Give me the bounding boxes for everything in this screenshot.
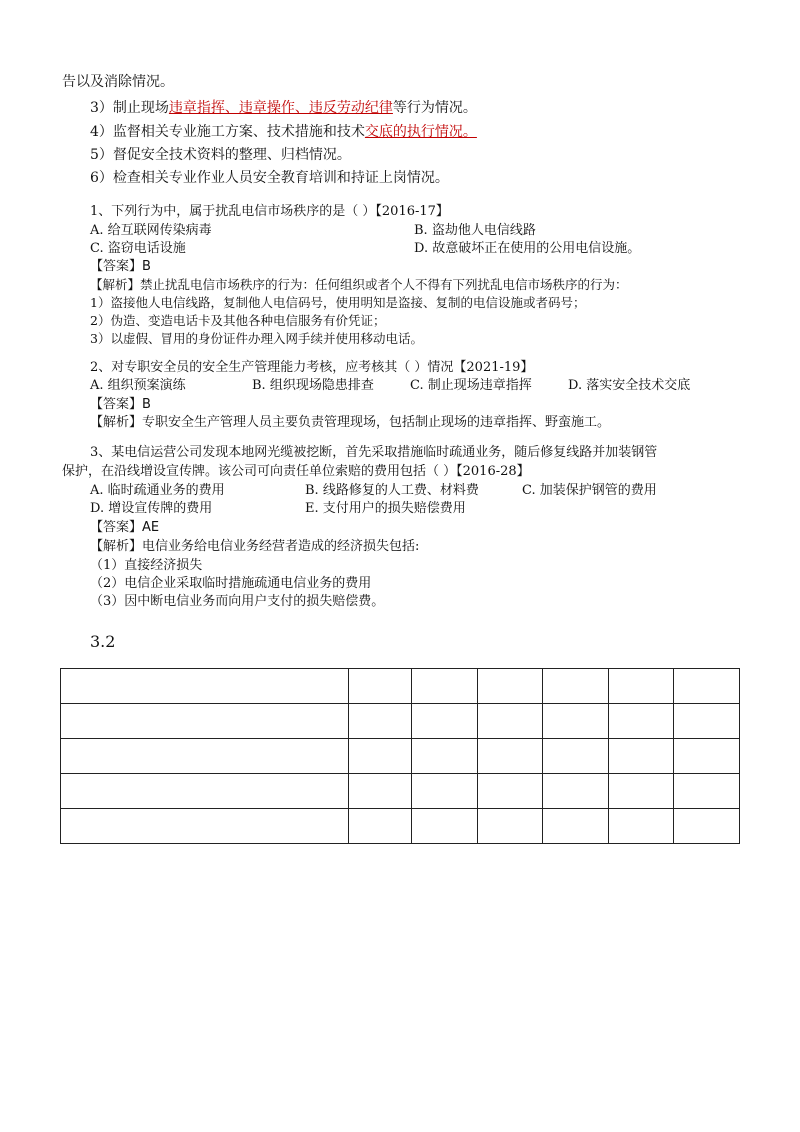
q3-answer: 【答案】AE (90, 520, 160, 535)
table-cell (609, 704, 674, 739)
intro-item-3: 3）制止现场违章指挥、违章操作、违反劳动纪律等行为情况。 (90, 100, 477, 116)
q3-option-c: C. 加装保护钢管的费用 (522, 483, 657, 498)
q1-answer: 【答案】B (90, 259, 151, 274)
q1-exp-2: 2）伪造、变造电话卡及其他各种电信服务有价凭证； (90, 313, 386, 328)
q1-option-c: C. 盗窃电话设施 (90, 241, 186, 256)
q3-option-d: D. 增设宣传牌的费用 (90, 501, 213, 516)
highlight-disclosure: 交底的执行情况。 (364, 124, 477, 140)
q1-option-d: D. 故意破坏正在使用的公用电信设施。 (414, 241, 641, 256)
table-row (61, 669, 740, 704)
table-cell (478, 669, 543, 704)
q3-explanation: 【解析】电信业务给电信业务经营者造成的经济损失包括: (90, 539, 420, 554)
table-cell (412, 774, 478, 809)
intro-item-5: 5）督促安全技术资料的整理、归档情况。 (90, 147, 351, 163)
table-cell (412, 669, 478, 704)
table-cell (543, 704, 609, 739)
q3-stem-1: 3、某电信运营公司发现本地网光缆被挖断，首先采取措施临时疏通业务，随后修复线路并加装钢管 (90, 445, 658, 460)
table-cell (478, 774, 543, 809)
q2-option-b: B. 组织现场隐患排查 (252, 378, 374, 393)
q1-exp-3: 3）以虚假、冒用的身份证件办理入网手续并使用移动电话。 (90, 331, 423, 346)
q3-option-b: B. 线路修复的人工费、材料费 (305, 483, 479, 498)
intro-item-6: 6）检查相关专业作业人员安全教育培训和持证上岗情况。 (90, 170, 449, 186)
table-cell (609, 739, 674, 774)
q1-exp-1: 1）盗接他人电信线路，复制他人电信码号，使用明知是盗接、复制的电信设施或者码号； (90, 295, 586, 310)
intro-item-4: 4）监督相关专业施工方案、技术措施和技术交底的执行情况。 (90, 124, 477, 140)
table-cell (478, 739, 543, 774)
table-row (61, 809, 740, 844)
table-cell (674, 669, 740, 704)
q1-option-a: A. 给互联网传染病毒 (90, 223, 212, 238)
table-cell (61, 739, 349, 774)
table-cell (348, 774, 412, 809)
table-row (61, 774, 740, 809)
q2-option-a: A. 组织预案演练 (90, 378, 186, 393)
table-cell (61, 774, 349, 809)
q3-exp-1: （1）直接经济损失 (90, 558, 203, 573)
table-row (61, 739, 740, 774)
empty-table (60, 668, 740, 844)
table-cell (412, 704, 478, 739)
q1-option-b: B. 盗劫他人电信线路 (414, 223, 536, 238)
table-cell (674, 809, 740, 844)
table-cell (543, 774, 609, 809)
section-heading: 3.2 (90, 632, 116, 651)
table-cell (674, 704, 740, 739)
q3-exp-2: （2）电信企业采取临时措施疏通电信业务的费用 (90, 576, 372, 591)
table-cell (348, 739, 412, 774)
q3-stem-2: 保护，在沿线增设宣传牌。该公司可向责任单位索赔的费用包括（ ）【2016-28】 (62, 464, 530, 479)
table-cell (674, 774, 740, 809)
table-cell (348, 704, 412, 739)
q2-stem: 2、对专职安全员的安全生产管理能力考核，应考核其（ ）情况【2021-19】 (90, 360, 534, 375)
table-cell (674, 739, 740, 774)
table-cell (412, 739, 478, 774)
table-cell (609, 669, 674, 704)
table-cell (61, 704, 349, 739)
table-cell (543, 669, 609, 704)
table-cell (61, 809, 349, 844)
intro-continuation: 告以及消除情况。 (62, 74, 174, 90)
q3-option-e: E. 支付用户的损失赔偿费用 (305, 501, 466, 516)
table-cell (348, 809, 412, 844)
q3-option-a: A. 临时疏通业务的费用 (90, 483, 225, 498)
table-cell (478, 704, 543, 739)
table-cell (609, 809, 674, 844)
q3-exp-3: （3）因中断电信业务而向用户支付的损失赔偿费。 (90, 594, 385, 609)
q2-answer: 【答案】B (90, 397, 151, 412)
highlight-violations: 违章指挥、违章操作、违反劳动纪律 (168, 100, 393, 116)
table-cell (412, 809, 478, 844)
table-cell (543, 739, 609, 774)
q2-option-d: D. 落实安全技术交底 (568, 378, 691, 393)
table-row (61, 704, 740, 739)
q1-stem: 1、下列行为中，属于扰乱电信市场秩序的是（ ）【2016-17】 (90, 204, 449, 219)
table-cell (348, 669, 412, 704)
table-cell (61, 669, 349, 704)
table-cell (543, 809, 609, 844)
table-cell (609, 774, 674, 809)
q1-explanation: 【解析】禁止扰乱电信市场秩序的行为：任何组织或者个人不得有下列扰乱电信市场秩序的行为： (90, 277, 628, 292)
q2-option-c: C. 制止现场违章指挥 (410, 378, 532, 393)
table-cell (478, 809, 543, 844)
q2-explanation: 【解析】专职安全生产管理人员主要负责管理现场，包括制止现场的违章指挥、野蛮施工。 (90, 415, 611, 430)
